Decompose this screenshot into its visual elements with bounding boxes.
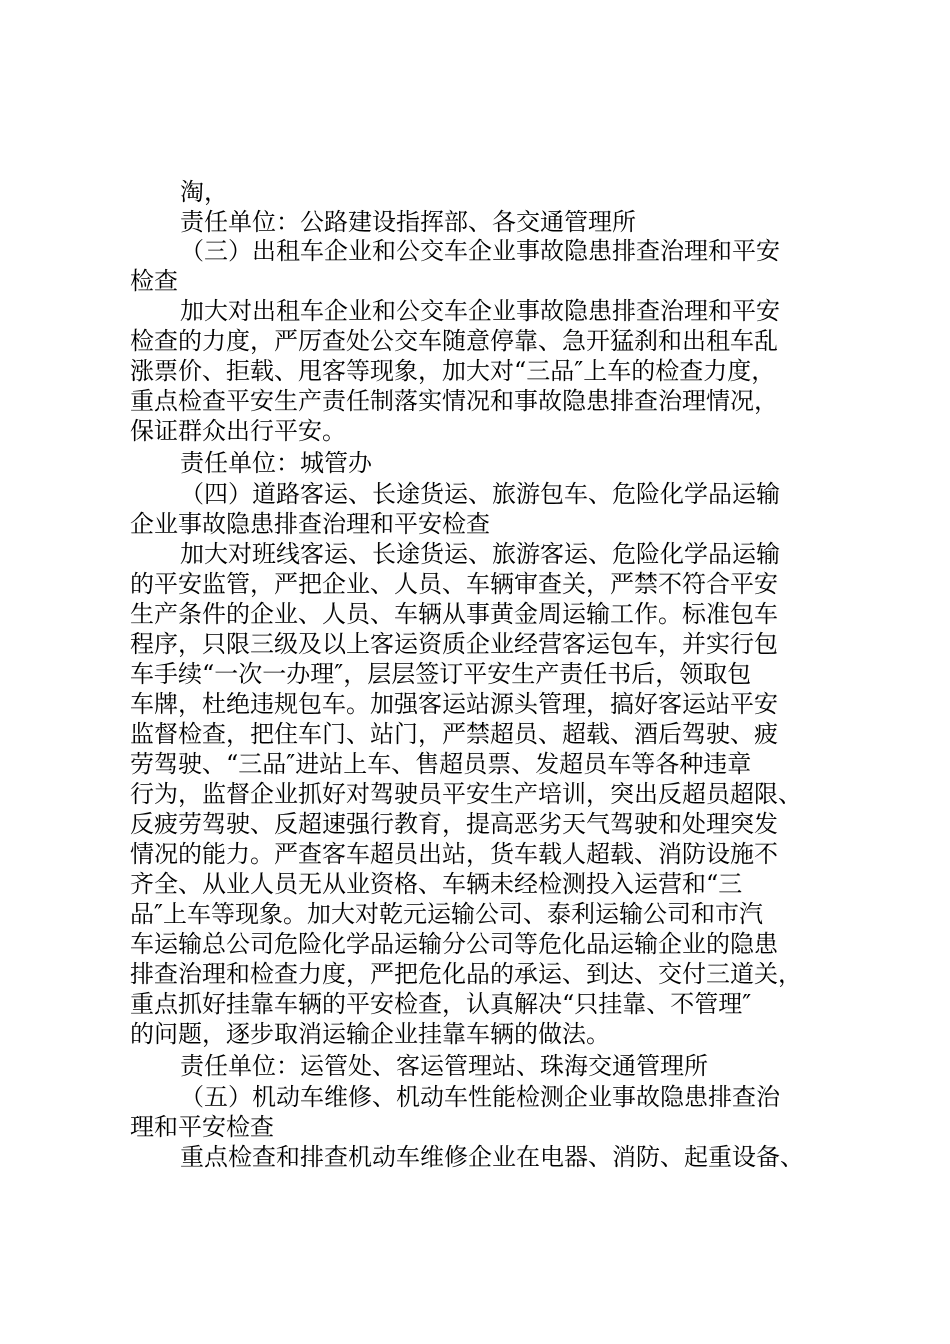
- section-heading: （四）道路客运、长途货运、旅游包车、危险化学品运输: [180, 480, 780, 508]
- text-line: 车手续“一次一办理″，层层签订平安生产责任书后，领取包: [130, 660, 752, 688]
- text-line: 情况的能力。严查客车超员出站，货车载人超载、消防设施不: [130, 840, 778, 868]
- text-line: 行为，监督企业抓好对驾驶员平安生产培训，突出反超员超限、: [130, 780, 802, 808]
- text-line: 保证群众出行平安。: [130, 417, 346, 445]
- text-line: 劳驾驶、“三品″进站上车、售超员票、发超员车等各种违章: [130, 750, 752, 778]
- text-line: 生产条件的企业、人员、车辆从事黄金周运输工作。标准包车: [130, 600, 778, 628]
- text-line: 车运输总公司危险化学品运输分公司等危化品运输企业的隐患: [130, 930, 778, 958]
- text-line: 程序，只限三级及以上客运资质企业经营客运包车，并实行包: [130, 630, 778, 658]
- text-line: 车牌，杜绝违规包车。加强客运站源头管理，搞好客运站平安: [130, 690, 778, 718]
- text-line: 重点检查和排查机动车维修企业在电器、消防、起重设备、: [180, 1143, 804, 1171]
- text-line: 检查的力度，严厉查处公交车随意停靠、急开猛刹和出租车乱: [130, 327, 778, 355]
- section-heading: （五）机动车维修、机动车性能检测企业事故隐患排查治: [180, 1083, 780, 1111]
- responsibility-line: 责任单位：城管办: [180, 449, 372, 477]
- responsibility-line: 责任单位：公路建设指挥部、各交通管理所: [180, 208, 636, 236]
- text-line: 齐全、从业人员无从业资格、车辆未经检测投入运营和“三: [130, 870, 743, 898]
- text-line: 涨票价、拒载、甩客等现象，加大对“三品″上车的检查力度，: [130, 357, 776, 385]
- section-heading: 检查: [130, 267, 178, 295]
- section-heading: 企业事故隐患排查治理和平安检查: [130, 510, 490, 538]
- text-line: 重点检查平安生产责任制落实情况和事故隐患排查治理情况，: [130, 387, 778, 415]
- text-line: 的平安监管，严把企业、人员、车辆审查关，严禁不符合平安: [130, 570, 778, 598]
- text-line: 重点抓好挂靠车辆的平安检查，认真解决“只挂靠、不管理″: [130, 990, 752, 1018]
- text-line: 品″上车等现象。加大对乾元运输公司、泰利运输公司和市汽: [130, 900, 763, 928]
- text-line: 监督检查，把住车门、站门，严禁超员、超载、酒后驾驶、疲: [130, 720, 778, 748]
- text-line: 排查治理和检查力度，严把危化品的承运、到达、交付三道关，: [130, 960, 802, 988]
- text-line: 反疲劳驾驶、反超速强行教育，提高恶劣天气驾驶和处理突发: [130, 810, 778, 838]
- text-line: 的问题，逐步取消运输企业挂靠车辆的做法。: [130, 1020, 610, 1048]
- responsibility-line: 责任单位：运管处、客运管理站、珠海交通管理所: [180, 1052, 708, 1080]
- text-line: 加大对班线客运、长途货运、旅游客运、危险化学品运输: [180, 540, 780, 568]
- text-line: 淘，: [180, 178, 228, 206]
- text-line: 加大对出租车企业和公交车企业事故隐患排查治理和平安: [180, 297, 780, 325]
- section-heading: （三）出租车企业和公交车企业事故隐患排查治理和平安: [180, 237, 780, 265]
- section-heading: 理和平安检查: [130, 1113, 274, 1141]
